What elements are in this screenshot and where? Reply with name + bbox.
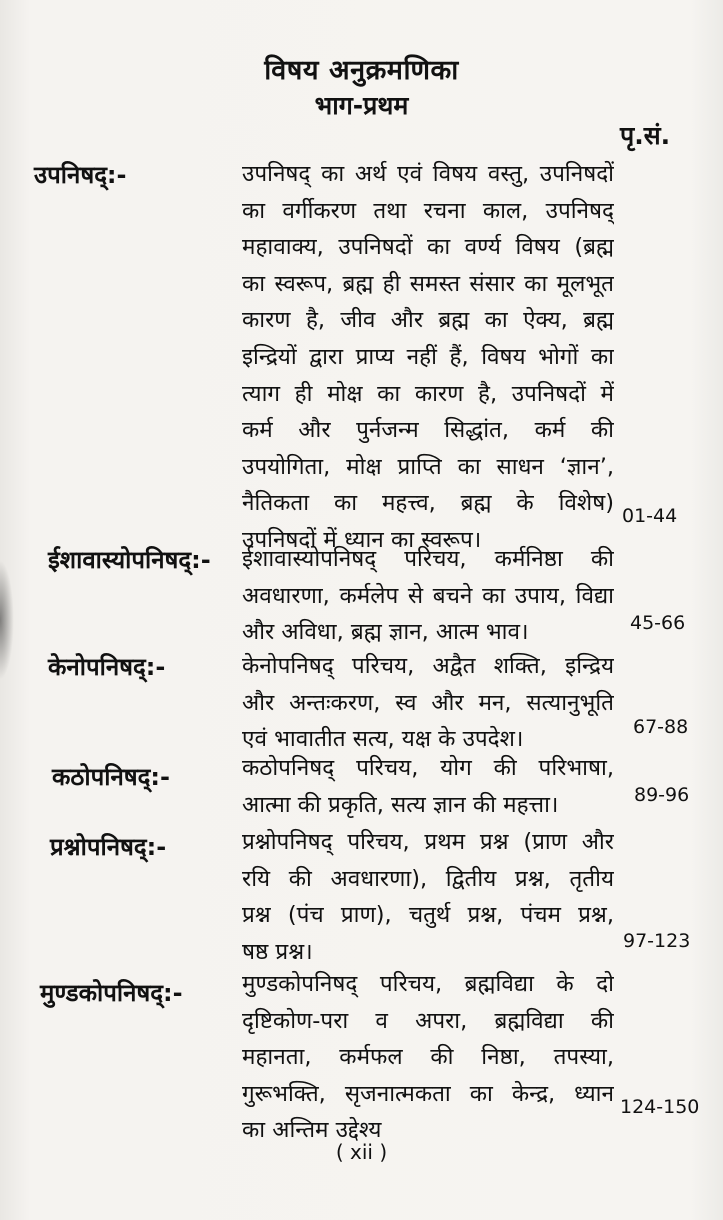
description-line: का अन्तिम उद्देश्य	[242, 1117, 382, 1144]
entry-title-upanishad: उपनिषद्:-	[34, 161, 127, 189]
entry-title-ishavasya: ईशावास्योपनिषद्:-	[48, 546, 211, 574]
description-line: कर्म और पुर्नजन्म सिद्धांत, कर्म की	[242, 417, 614, 444]
description-line: नैतिकता का महत्त्व, ब्रह्म के विशेष)	[242, 490, 614, 517]
entry-pages-katha: 89-96	[634, 784, 690, 806]
description-line: महावाक्य, उपनिषदों का वर्ण्य विषय (ब्रह्म	[242, 234, 614, 261]
entry-pages-upanishad: 01-44	[622, 505, 678, 527]
description-line: षष्ठ प्रश्न।	[242, 938, 313, 965]
description-line: दृष्टिकोण-परा व अपरा, ब्रह्मविद्या की	[242, 1007, 614, 1034]
description-line: उपयोगिता, मोक्ष प्राप्ति का साधन ‘ज्ञान’,	[242, 453, 614, 480]
description-line: उपनिषद् का अर्थ एवं विषय वस्तु, उपनिषदों	[242, 161, 614, 187]
description-line: रयि की अवधारणा), द्वितीय प्रश्न, तृतीय	[242, 865, 614, 892]
description-line: और अविधा, ब्रह्म ज्ञान, आत्म भाव।	[242, 619, 529, 646]
description-line: प्रश्नोपनिषद् परिचय, प्रथम प्रश्न (प्राण और	[242, 829, 614, 855]
description-line: कठोपनिषद् परिचय, योग की परिभाषा,	[242, 755, 614, 781]
page-folio-number: ( xii )	[335, 1140, 388, 1164]
page-title: विषय अनुक्रमणिका	[264, 55, 459, 86]
entry-title-katha: कठोपनिषद्:-	[52, 763, 170, 791]
description-line: प्रश्न (पंच प्राण), चतुर्थ प्रश्न, पंचम प्रश्न,	[242, 902, 614, 929]
description-line: एवं भावातीत सत्य, यक्ष के उपदेश।	[242, 726, 524, 753]
description-line: का वर्गीकरण तथा रचना काल, उपनिषद्	[242, 197, 614, 224]
description-line: कारण है, जीव और ब्रह्म का ऐक्य, ब्रह्म	[242, 307, 614, 334]
entry-description-katha	[242, 750, 614, 823]
entry-title-prashna: प्रश्नोपनिषद्:-	[50, 833, 167, 861]
entry-description-prashna	[242, 824, 614, 970]
page-number-column-heading: पृ.सं.	[620, 121, 671, 150]
entry-title-mundaka: मुण्डकोपनिषद्:-	[40, 979, 183, 1007]
description-line: आत्मा की प्रकृति, सत्य ज्ञान की महत्ता।	[242, 791, 559, 818]
entry-pages-prashna: 97-123	[623, 930, 691, 952]
entry-pages-ishavasya: 45-66	[630, 612, 686, 634]
description-line: मुण्डकोपनिषद् परिचय, ब्रह्मविद्या के दो	[242, 971, 614, 997]
description-line: ईशावास्योपनिषद् परिचय, कर्मनिष्ठा की	[242, 546, 614, 572]
spine-shadow	[0, 560, 14, 680]
entry-description-kena	[242, 648, 614, 758]
page-subtitle: भाग-प्रथम	[314, 91, 409, 120]
entry-description-upanishad	[242, 156, 614, 559]
description-line: केनोपनिषद् परिचय, अद्वैत शक्ति, इन्द्रिय	[242, 653, 614, 679]
description-line: अवधारणा, कर्मलेप से बचने का उपाय, विद्या	[242, 582, 614, 609]
entry-pages-kena: 67-88	[633, 716, 689, 738]
description-line: उपनिषदों में ध्यान का स्वरूप।	[242, 526, 482, 553]
description-line: इन्द्रियों द्वारा प्राप्य नहीं हैं, विषय भोगों का	[242, 343, 614, 370]
entry-title-kena: केनोपनिषद्:-	[48, 653, 166, 681]
description-line: और अन्तःकरण, स्व और मन, सत्यानुभूति	[242, 689, 614, 716]
entry-description-mundaka	[242, 966, 614, 1149]
entry-pages-mundaka: 124-150	[620, 1096, 700, 1118]
description-line: त्याग ही मोक्ष का कारण है, उपनिषदों में	[242, 380, 614, 407]
description-line: महानता, कर्मफल की निष्ठा, तपस्या,	[242, 1044, 614, 1071]
description-line: गुरूभक्ति, सृजनात्मकता का केन्द्र, ध्यान	[242, 1080, 614, 1107]
entry-description-ishavasya	[242, 541, 614, 651]
description-line: का स्वरूप, ब्रह्म ही समस्त संसार का मूलभूत	[242, 270, 614, 297]
